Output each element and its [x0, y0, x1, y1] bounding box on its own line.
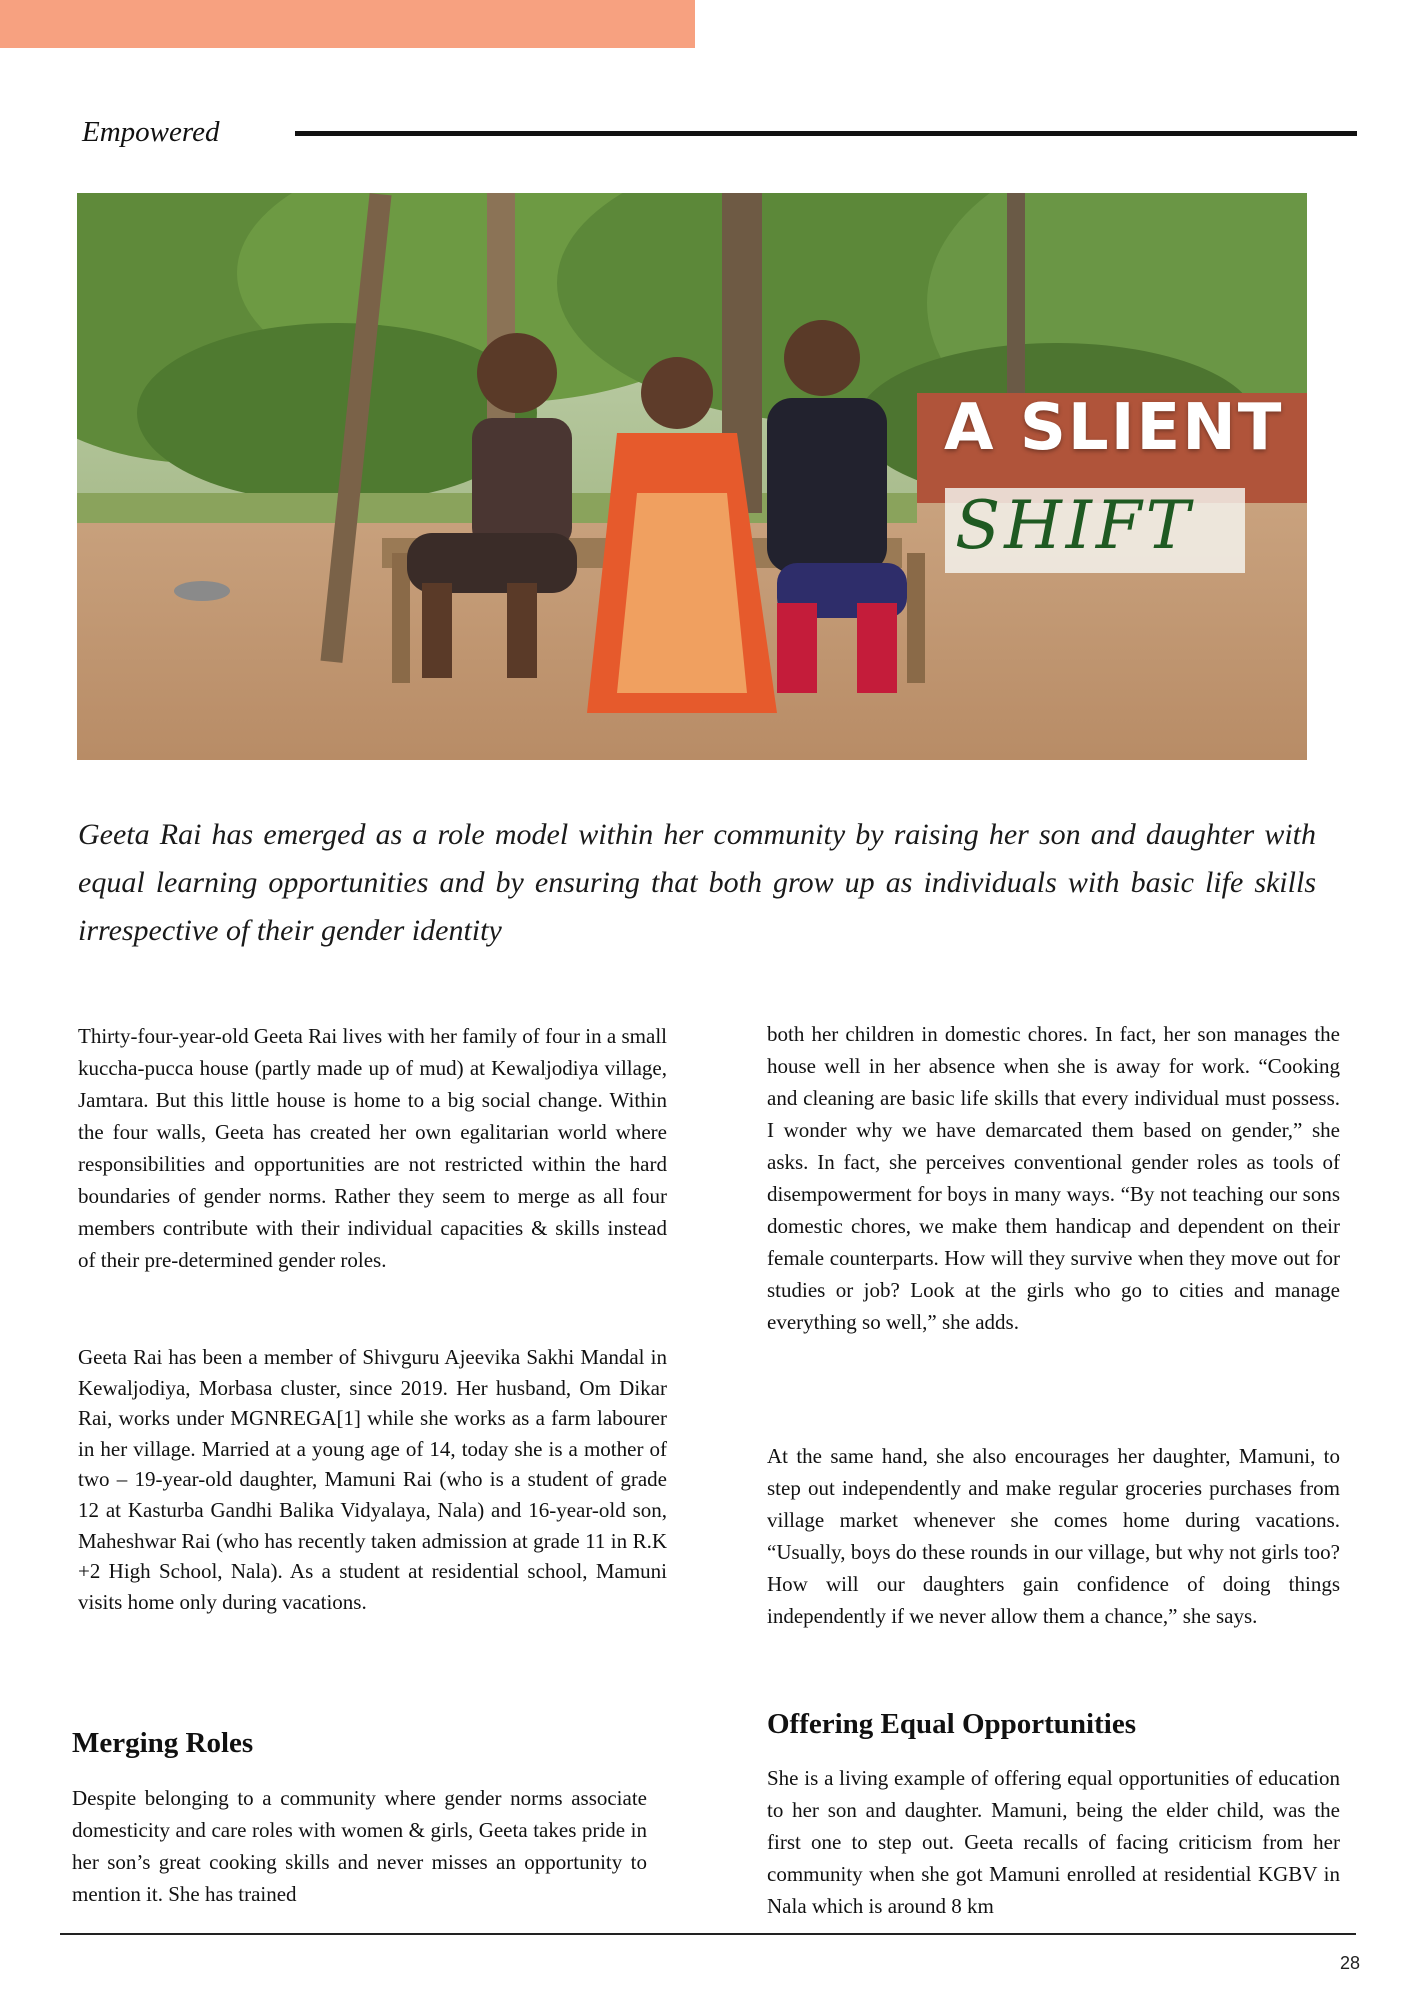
heading-offering-equal-opportunities: Offering Equal Opportunities — [767, 1708, 1136, 1740]
page-number: 28 — [1340, 1953, 1361, 1973]
left-column-paragraph-3: Despite belonging to a community where gender norms associate domesticity and care roles with women & girls, Geeta takes pride in her son’s great cooking skills and never misses an opportunity to mention it. She has trained — [72, 1786, 647, 1906]
hero-title-sub: SHIFT — [955, 487, 1194, 564]
right-column-paragraph-2: At the same hand, she also encourages her daughter, Mamuni, to step out independently and make regular groceries purchases from village market whenever she comes home during vacations. “Usually, boys do these rounds in our village, but why not girls too? How will our daughters gain confidence of doing things independently if we never allow them a chance,” she says. — [767, 1444, 1340, 1628]
hero-photo-illustration — [77, 193, 1307, 760]
left-column-paragraph-1: Thirty-four-year-old Geeta Rai lives with her family of four in a small kuccha-pucca house (partly made up of mud) at Kewaljodiya village, Jamtara. But this little house is home to a big social change. Within the four walls, Geeta has created her own egalitarian world where responsibilities and opportunities are not restricted within the hard boundaries of gender norms. Rather they seem to merge as all four members contribute with their individual capacities & skills instead of their pre-determined gender roles. — [78, 1024, 667, 1272]
top-accent-bar — [0, 0, 695, 48]
heading-merging-roles: Merging Roles — [72, 1727, 254, 1759]
right-column-paragraph-3: She is a living example of offering equal opportunities of education to her son and daughter. Mamuni, being the elder child, was the first one to step out. Geeta recalls of facing criticism from her community when she got Mamuni enrolled at residential KGBV in Nala which is around 8 km — [767, 1766, 1340, 1918]
footer-rule — [60, 1933, 1356, 1935]
right-column-paragraph-1: both her children in domestic chores. In fact, her son manages the house well in her absence when she is away for work. “Cooking and cleaning are basic life skills that every individual must possess. I wonder why we have demarcated them based on gender,” she asks. In fact, she perceives conventional gender roles as tools of disempowerment for boys in many ways. “By not teaching our sons domestic chores, we make them handicap and dependent on their female counterparts. How will they survive when they move out for studies or job? Look at the girls who go to cities and manage everything so well,” she adds. — [767, 1022, 1340, 1334]
section-label: Empowered — [82, 116, 220, 148]
header-rule — [295, 131, 1357, 136]
hero-title-main: A SLIENT — [944, 391, 1284, 465]
left-column-paragraph-2: Geeta Rai has been a member of Shivguru Ajeevika Sakhi Mandal in Kewaljodiya, Morbasa cluster, since 2019. Her husband, Om Dikar Rai, works under MGNREGA[1] while she works as a farm labourer in her village. Married at a young age of 14, today she is a mother of two – 19-year-old daughter, Mamuni Rai (who is a student of grade 12 at Kasturba Gandhi Balika Vidyalaya, Nala) and 16-year-old son, Maheshwar Rai (who has recently taken admission at grade 11 in R.K +2 High School, Nala). As a student at residential school, Mamuni visits home only during vacations. — [78, 1345, 667, 1614]
lede-paragraph: Geeta Rai has emerged as a role model within her community by raising her son and daughter with equal learning opportunities and by ensuring that both grow up as individuals with basic life skills irrespective of their gender identity — [78, 818, 1316, 947]
hero-photo — [77, 193, 1307, 760]
